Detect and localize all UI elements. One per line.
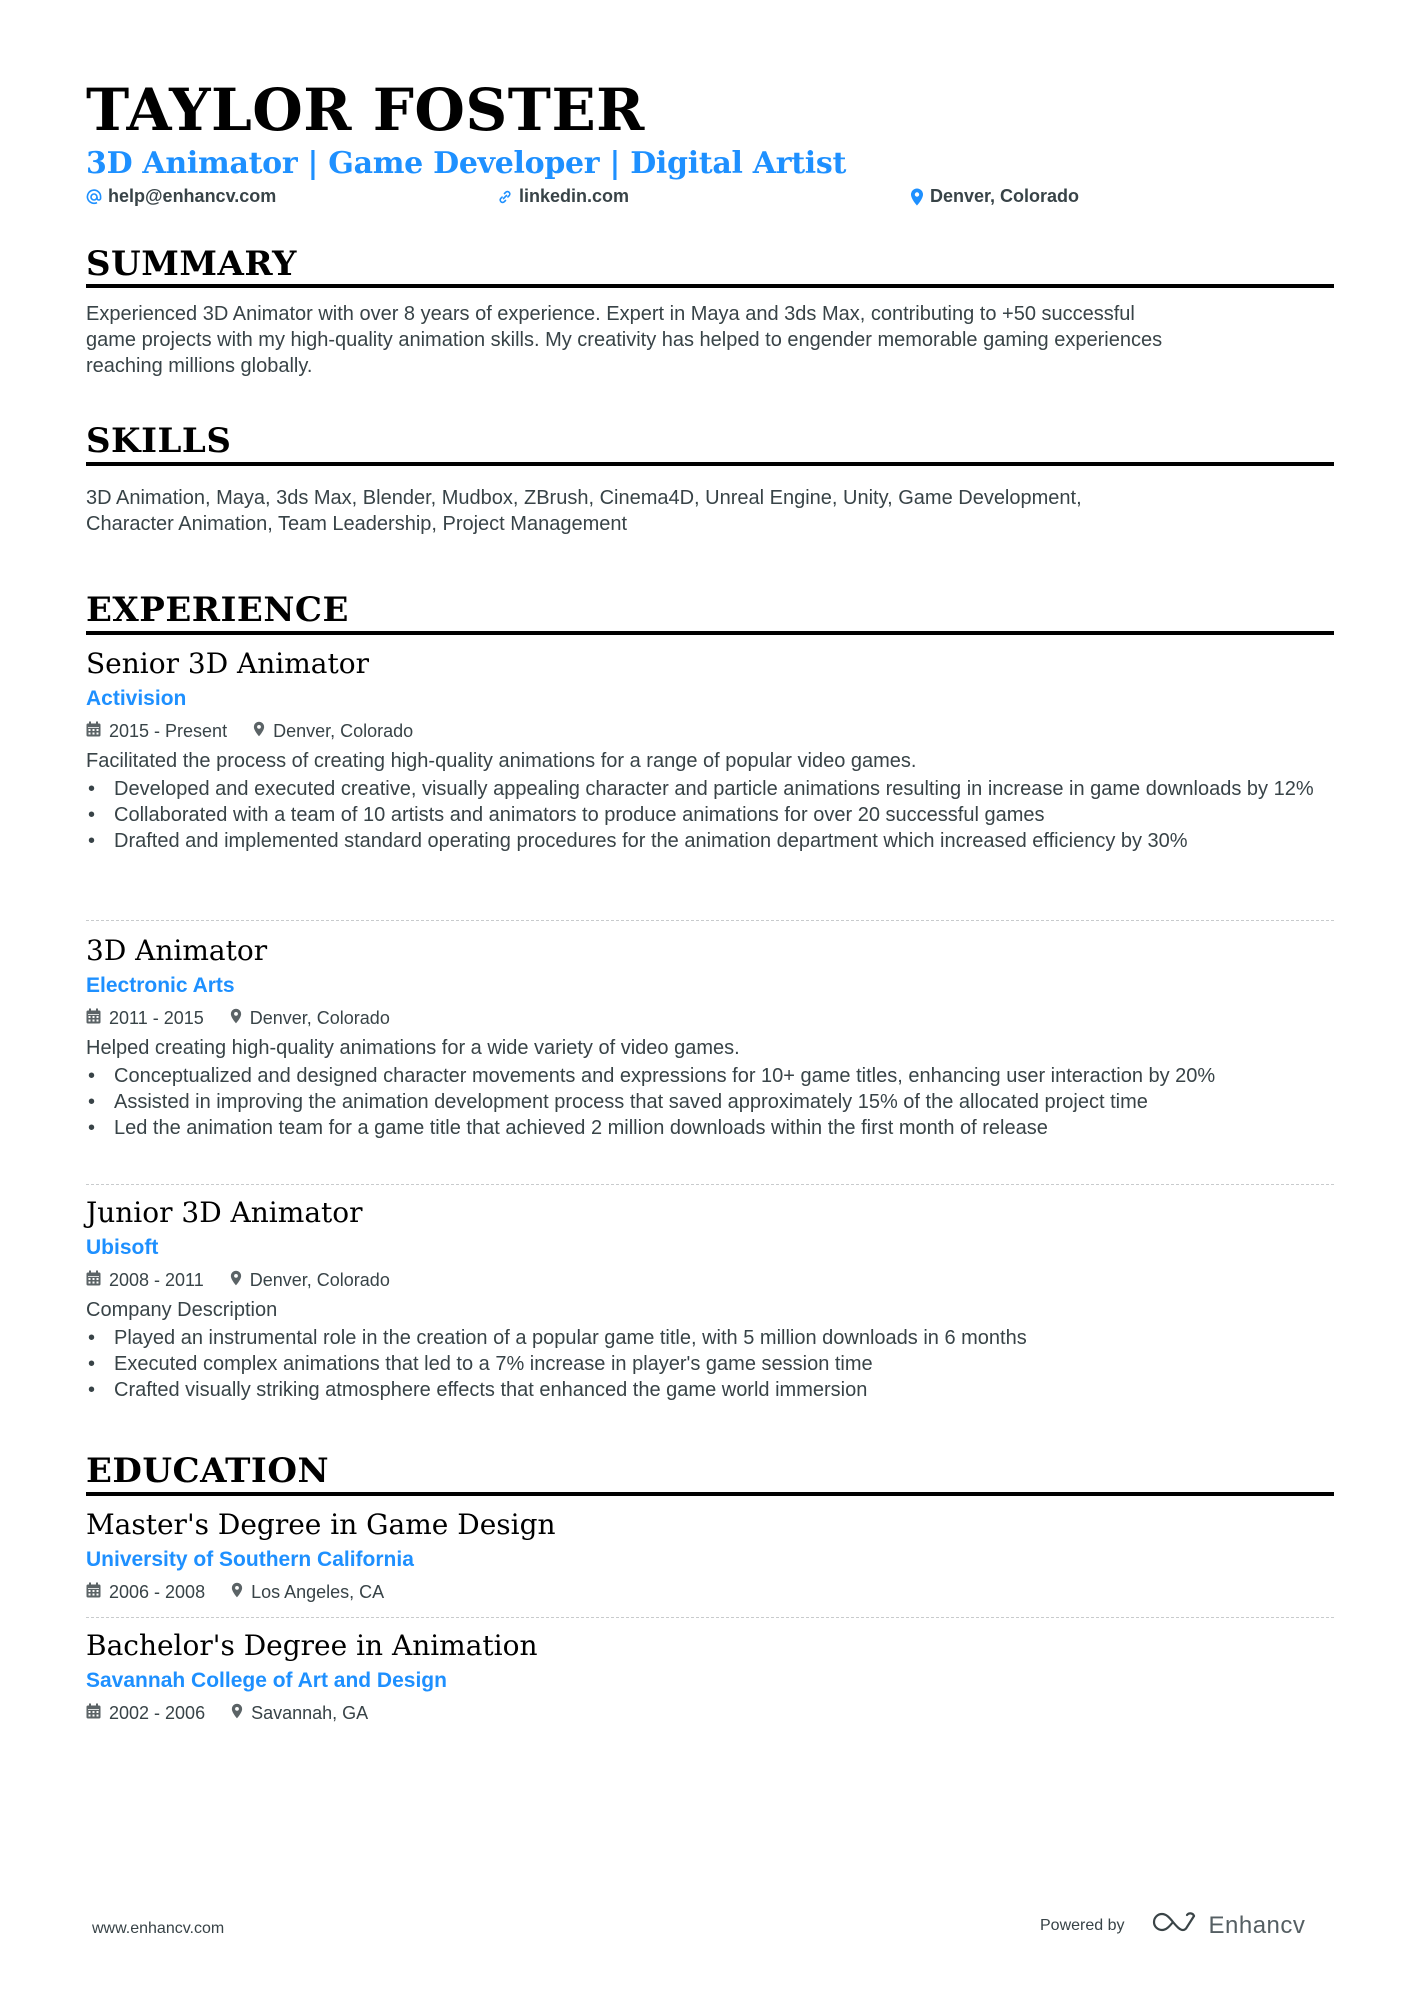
date-text: 2015 - Present xyxy=(109,721,228,741)
contact-linkedin[interactable] xyxy=(497,186,629,207)
skills-line: 3D Animation, Maya, 3ds Max, Blender, Mudbox, ZBrush, Cinema4D, Unreal Engine, Unity, Game Development, xyxy=(86,487,1082,509)
location-pin-icon xyxy=(253,719,265,743)
contact-linkedin-text: linkedin.com xyxy=(519,186,630,206)
at-icon xyxy=(86,189,102,205)
job-location xyxy=(253,719,413,743)
location-pin-icon xyxy=(231,1580,243,1604)
school-name[interactable]: Savannah College of Art and Design xyxy=(86,1669,447,1692)
job-title: Junior 3D Animator xyxy=(86,1196,363,1229)
school-location xyxy=(231,1580,384,1604)
job-meta xyxy=(86,1005,1334,1031)
company-name[interactable]: Activision xyxy=(86,687,187,710)
calendar-icon xyxy=(86,719,101,743)
date-text: 2008 - 2011 xyxy=(109,1270,204,1290)
contact-email[interactable] xyxy=(86,186,276,207)
entry-divider xyxy=(86,920,1334,921)
enhancv-logo[interactable] xyxy=(1151,1910,1306,1941)
job-meta xyxy=(86,1267,1334,1293)
achievement-item: • Led the animation team for a game title that achieved 2 million downloads within the first month of release xyxy=(86,1115,1334,1141)
job-location xyxy=(230,1006,390,1030)
entry-divider xyxy=(86,1617,1334,1618)
infinity-heart-icon xyxy=(1151,1910,1197,1941)
link-icon xyxy=(497,189,513,205)
section-divider xyxy=(86,1492,1334,1496)
date-range xyxy=(86,719,227,743)
job-description: Company Description xyxy=(86,1299,278,1321)
achievement-list xyxy=(86,776,1334,854)
degree-title: Bachelor's Degree in Animation xyxy=(86,1629,538,1662)
education-entry xyxy=(86,1507,1334,1605)
section-divider xyxy=(86,631,1334,635)
summary-line: reaching millions globally. xyxy=(86,355,313,377)
date-range xyxy=(86,1268,204,1292)
achievement-item: • Drafted and implemented standard operating procedures for the animation department which increased efficiency by 30% xyxy=(86,828,1334,854)
degree-title: Master's Degree in Game Design xyxy=(86,1508,556,1541)
candidate-headline: 3D Animator | Game Developer | Digital Artist xyxy=(86,146,847,181)
achievement-item: • Executed complex animations that led to a 7% increase in player's game session time xyxy=(86,1351,1334,1377)
location-pin-icon xyxy=(230,1268,242,1292)
section-title-experience: EXPERIENCE xyxy=(86,590,349,630)
calendar-icon xyxy=(86,1268,101,1292)
location-text: Denver, Colorado xyxy=(273,721,414,741)
company-name[interactable]: Electronic Arts xyxy=(86,974,235,997)
calendar-icon xyxy=(86,1701,101,1725)
date-range xyxy=(86,1006,204,1030)
experience-entry xyxy=(86,1195,1334,1403)
experience-entry xyxy=(86,646,1334,854)
date-range xyxy=(86,1701,205,1725)
education-meta xyxy=(86,1579,1334,1605)
contact-email-text: help@enhancv.com xyxy=(108,186,277,206)
date-text: 2006 - 2008 xyxy=(109,1582,206,1602)
job-location xyxy=(230,1268,390,1292)
summary-line: game projects with my high-quality animation skills. My creativity has helped to engender memorable gaming experiences xyxy=(86,329,1163,351)
footer-website-link[interactable]: www.enhancv.com xyxy=(92,1920,225,1937)
location-text: Savannah, GA xyxy=(251,1703,369,1723)
achievement-item: • Assisted in improving the animation development process that saved approximately 15% of the allocated project time xyxy=(86,1089,1334,1115)
contact-location-text: Denver, Colorado xyxy=(930,186,1080,206)
achievement-item: • Collaborated with a team of 10 artists and animators to produce animations for over 20 successful games xyxy=(86,802,1334,828)
section-divider xyxy=(86,284,1334,288)
achievement-item: • Played an instrumental role in the creation of a popular game title, with 5 million downloads in 6 months xyxy=(86,1325,1334,1351)
summary-text xyxy=(86,301,1334,379)
brand-name: Enhancv xyxy=(1208,1911,1306,1939)
location-text: Denver, Colorado xyxy=(249,1008,390,1028)
date-range xyxy=(86,1580,205,1604)
education-meta xyxy=(86,1700,1334,1726)
location-text: Los Angeles, CA xyxy=(251,1582,385,1602)
education-entry xyxy=(86,1628,1334,1726)
skills-line: Character Animation, Team Leadership, Project Management xyxy=(86,513,628,535)
company-name[interactable]: Ubisoft xyxy=(86,1236,159,1259)
achievement-list xyxy=(86,1063,1334,1141)
date-text: 2011 - 2015 xyxy=(109,1008,204,1028)
candidate-name: TAYLOR FOSTER xyxy=(86,76,645,144)
job-description: Helped creating high-quality animations for a wide variety of video games. xyxy=(86,1037,740,1059)
experience-entry xyxy=(86,933,1334,1141)
achievement-item: • Conceptualized and designed character movements and expressions for 10+ game titles, enhancing user interaction by 20% xyxy=(86,1063,1334,1089)
location-pin-icon xyxy=(230,1006,242,1030)
date-text: 2002 - 2006 xyxy=(109,1703,206,1723)
section-title-education: EDUCATION xyxy=(86,1451,330,1491)
job-description: Facilitated the process of creating high-quality animations for a range of popular video games. xyxy=(86,750,917,772)
contact-info xyxy=(86,186,1334,210)
powered-by-label: Powered by xyxy=(1040,1916,1125,1934)
section-divider xyxy=(86,462,1334,466)
achievement-list xyxy=(86,1325,1334,1403)
summary-line: Experienced 3D Animator with over 8 years of experience. Expert in Maya and 3ds Max, contributing to +50 successful xyxy=(86,303,1135,325)
location-text: Denver, Colorado xyxy=(249,1270,390,1290)
location-pin-icon xyxy=(910,188,924,206)
section-title-summary: SUMMARY xyxy=(86,244,297,284)
calendar-icon xyxy=(86,1006,101,1030)
school-name[interactable]: University of Southern California xyxy=(86,1548,414,1571)
achievement-item: • Developed and executed creative, visually appealing character and particle animations resulting in increase in game downloads by 12% xyxy=(86,776,1334,802)
school-location xyxy=(231,1701,368,1725)
contact-location xyxy=(910,186,1079,207)
entry-divider xyxy=(86,1184,1334,1185)
achievement-item: • Crafted visually striking atmosphere effects that enhanced the game world immersion xyxy=(86,1377,1334,1403)
location-pin-icon xyxy=(231,1701,243,1725)
job-title: 3D Animator xyxy=(86,934,268,967)
skills-text xyxy=(86,485,1334,537)
job-title: Senior 3D Animator xyxy=(86,647,369,680)
section-title-skills: SKILLS xyxy=(86,421,232,461)
job-meta xyxy=(86,718,1334,744)
calendar-icon xyxy=(86,1580,101,1604)
footer-branding xyxy=(1040,1910,1305,1941)
